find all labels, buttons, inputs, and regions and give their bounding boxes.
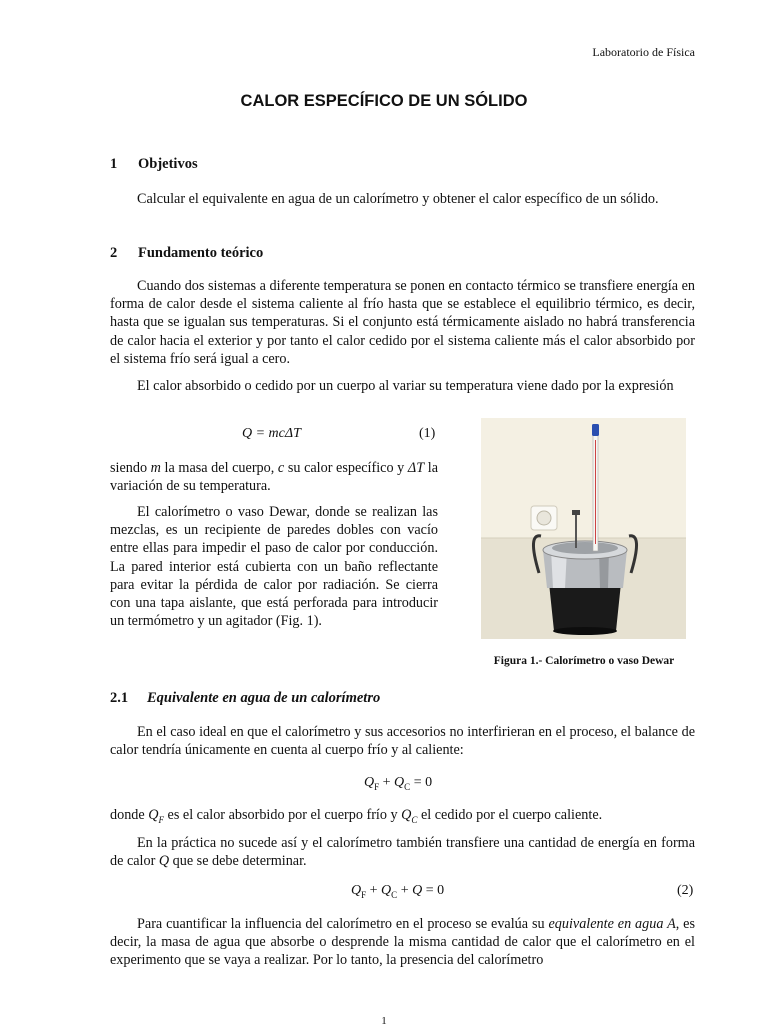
- text-run: la masa del cuerpo,: [160, 460, 278, 476]
- emphasis-equivalente: equivalente en agua A: [548, 916, 676, 932]
- eq-term: Q: [351, 883, 362, 898]
- page-number: 1: [381, 1015, 387, 1027]
- calorimeter-photo: [481, 418, 686, 639]
- text-run: su calor específico y: [284, 460, 408, 476]
- text-run: donde: [110, 807, 149, 823]
- eq-operator: +: [397, 883, 413, 898]
- cuantificar-paragraph: [110, 915, 695, 970]
- eq-term: Q: [394, 775, 405, 790]
- section-title: Objetivos: [138, 156, 198, 172]
- section-heading-fundamento: [110, 245, 263, 262]
- document-title: CALOR ESPECÍFICO DE UN SÓLIDO: [240, 92, 528, 110]
- subscript: C: [411, 814, 418, 825]
- text-run: la variación de su temperatura.: [110, 460, 438, 495]
- text-run: , es decir, la masa de agua que absorbe o desprende la misma cantidad de calor que el calorímetro en el experimento que se vaya a realizar. Por lo tanto, la presencia del calorímetro: [110, 916, 695, 969]
- section-title: Fundamento teórico: [138, 245, 264, 261]
- fundamento-paragraph-1: Cuando dos sistemas a diferente temperatura se ponen en contacto térmico se transfiere energía en forma de calor desde el sistema caliente al frío hasta que se establece el equilibrio térmico, es decir, hasta que se igualan sus temperaturas. Si el conjunto está térmicamente aislado no habrá transferencia de calor hacia el exterior y por tanto el calor cedido por el sistema caliente más el calor absorbido por el sistema frío será igual a cero.: [110, 278, 695, 367]
- variable-q: Q: [158, 853, 170, 870]
- eq-operator: +: [366, 883, 382, 898]
- section-title: Equivalente en agua de un calorímetro: [147, 690, 381, 706]
- siendo-paragraph: [110, 459, 438, 495]
- calorimeter-illustration: [481, 418, 686, 639]
- equation-2: [351, 883, 444, 900]
- variable-delta-t: ΔT: [407, 460, 425, 476]
- section-number: 2: [110, 245, 118, 261]
- equation-1-number: (1): [419, 426, 436, 441]
- section-number: 1: [110, 156, 118, 172]
- text-run: que se debe determinar.: [169, 853, 307, 870]
- fundamento-paragraph-2: El calor absorbido o cedido por un cuerpo al variar su temperatura viene dado por la expresión: [137, 378, 674, 394]
- eq-term: Q: [364, 775, 375, 790]
- ideal-paragraph: En el caso ideal en que el calorímetro y sus accesorios no interfirieran en el proceso, el balance de calor tendría únicamente en cuenta al cuerpo frío y al caliente:: [110, 724, 695, 759]
- text-run: Para cuantificar la influencia del calorímetro en el proceso se evalúa su: [137, 916, 549, 932]
- donde-paragraph: [110, 806, 695, 829]
- dewar-paragraph: El calorímetro o vaso Dewar, donde se realizan las mezclas, es un recipiente de paredes dobles con vacío entre ellas para impedir el paso de calor por conducción. La pared interior está cubierta con un baño reflectante para evitar la pérdida de calor por radiación. Se cierra con una tapa aislante, que está perforada para introducir un termómetro y un agitador (Fig. 1).: [110, 504, 438, 630]
- eq-subscript: F: [374, 781, 380, 792]
- variable-m: m: [150, 460, 161, 476]
- text-run: es el calor absorbido por el cuerpo frío y: [163, 807, 402, 823]
- variable-q: Q: [401, 807, 412, 823]
- objetivos-paragraph: Calcular el equivalente en agua de un calorímetro y obtener el calor específico de un sólido.: [137, 191, 659, 207]
- equation-1: Q = mcΔT: [242, 426, 301, 441]
- practica-paragraph: [110, 834, 695, 870]
- text-run: el cedido por el cuerpo caliente.: [417, 807, 603, 823]
- eq-operator: = 0: [422, 883, 445, 898]
- variable-c: c: [277, 460, 285, 476]
- eq-operator: = 0: [410, 775, 433, 790]
- equation-2-number: (2): [677, 883, 694, 898]
- section-heading-objetivos: [110, 156, 198, 173]
- eq-subscript: C: [391, 889, 398, 900]
- eq-operator: +: [379, 775, 395, 790]
- running-header: Laboratorio de Física: [592, 45, 695, 59]
- variable-q: Q: [148, 807, 159, 823]
- section-number: 2.1: [110, 690, 129, 706]
- text-run: En la práctica no sucede así y el calorímetro también transfiere una cantidad de energía en forma de calor: [110, 835, 695, 870]
- eq-subscript: F: [361, 889, 367, 900]
- subscript: F: [158, 814, 164, 825]
- figure-caption: Figura 1.- Calorímetro o vaso Dewar: [493, 655, 675, 667]
- eq-term: Q: [412, 883, 423, 898]
- eq-term: Q: [381, 883, 392, 898]
- section-heading-equivalente: [110, 690, 380, 707]
- eq-subscript: C: [404, 781, 411, 792]
- equation-balance: [364, 775, 432, 792]
- text-run: siendo: [110, 460, 151, 476]
